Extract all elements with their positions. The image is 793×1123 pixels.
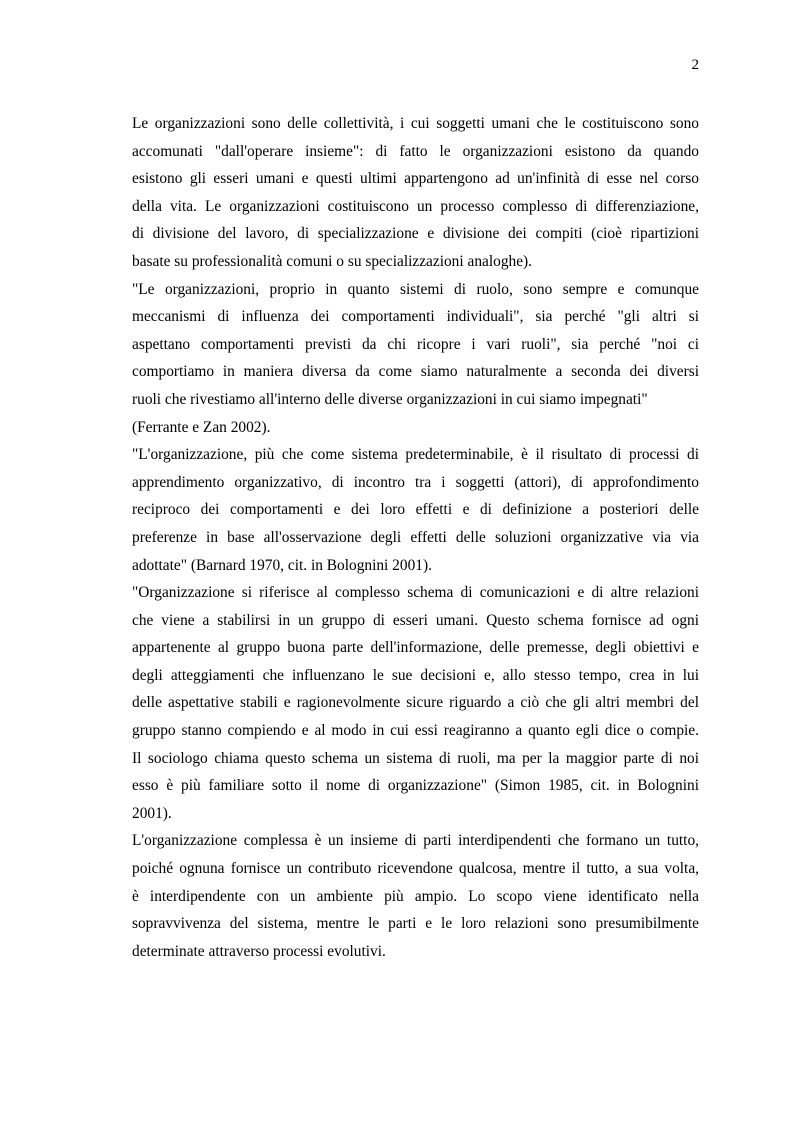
text-line: che viene a stabilirsi in un gruppo di esseri umani. Questo schema fornisce ad ogni	[132, 611, 699, 629]
text-line: preferenze in base all'osservazione degli effetti delle soluzioni organizzative via via	[132, 528, 699, 546]
text-line: di divisione del lavoro, di specializzazione e divisione dei compiti (cioè ripartizioni	[132, 225, 699, 243]
text-line: adottate" (Barnard 1970, cit. in Bolognini 2001).	[132, 556, 432, 574]
text-line: "L'organizzazione, più che come sistema predeterminabile, è il risultato di processi di	[132, 446, 699, 464]
text-line: della vita. Le organizzazioni costituiscono un processo complesso di differenziazione,	[132, 197, 699, 215]
text-line: esso è più familiare sotto il nome di organizzazione" (Simon 1985, cit. in Bolognini	[132, 777, 699, 795]
page-number: 2	[691, 57, 699, 73]
text-line: "Organizzazione si riferisce al complesso schema di comunicazioni e di altre relazioni	[132, 584, 699, 602]
text-line: appartenente al gruppo buona parte dell'informazione, delle premesse, degli obiettivi e	[132, 639, 699, 657]
text-line: degli atteggiamenti che influenzano le sue decisioni e, allo stesso tempo, crea in lui	[132, 666, 699, 684]
text-line: apprendimento organizzativo, di incontro tra i soggetti (attori), di approfondimento	[132, 473, 699, 491]
text-line: reciproco dei comportamenti e dei loro effetti e di definizione a posteriori delle	[132, 501, 699, 519]
paragraph-organizations-definition	[132, 110, 699, 276]
text-line: determinate attraverso processi evolutivi.	[132, 942, 386, 960]
text-line: "Le organizzazioni, proprio in quanto sistemi di ruolo, sono sempre e comunque	[132, 280, 699, 298]
text-line: delle aspettative stabili e ragionevolmente sicure riguardo a ciò che gli altri membri del	[132, 694, 699, 712]
text-line: poiché ognuna fornisce un contributo ricevendone qualcosa, mentre il tutto, a sua volta,	[132, 860, 699, 878]
text-line: gruppo stanno compiendo e al modo in cui essi reagiranno a quanto egli dice o compie.	[132, 722, 699, 740]
text-line: Le organizzazioni sono delle collettività, i cui soggetti umani che le costituiscono sono	[132, 115, 699, 132]
paragraph-complex-organization	[132, 827, 699, 965]
text-line: L'organizzazione complessa è un insieme di parti interdipendenti che formano un tutto,	[132, 832, 699, 850]
text-line: sopravvivenza del sistema, mentre le parti e le loro relazioni sono presumibilmente	[132, 915, 699, 933]
body-text	[132, 110, 699, 965]
text-line: è interdipendente con un ambiente più ampio. Lo scopo viene identificato nella	[132, 887, 699, 905]
text-line: basate su professionalità comuni o su specializzazioni analoghe).	[132, 252, 533, 270]
paragraph-simon-quote	[132, 579, 699, 827]
text-line: Il sociologo chiama questo schema un sistema di ruoli, ma per la maggior parte di noi	[132, 749, 699, 767]
text-line: 2001).	[132, 804, 172, 822]
text-line: accomunati "dall'operare insieme": di fatto le organizzazioni esistono da quando	[132, 142, 699, 160]
paragraph-ferrante-zan-quote	[132, 276, 699, 442]
text-line: comportiamo in maniera diversa da come siamo naturalmente a seconda dei diversi	[132, 363, 699, 381]
text-line: meccanismi di influenza dei comportamenti individuali", sia perché "gli altri si	[132, 308, 699, 326]
text-line: aspettano comportamenti previsti da chi ricopre i vari ruoli", sia perché "noi ci	[132, 335, 699, 353]
text-line: esistono gli esseri umani e questi ultimi appartengono ad un'infinità di esse nel corso	[132, 170, 699, 188]
text-line: (Ferrante e Zan 2002).	[132, 418, 271, 436]
text-line: ruoli che rivestiamo all'interno delle diverse organizzazioni in cui siamo impegnati"	[132, 390, 648, 408]
paragraph-barnard-quote	[132, 441, 699, 579]
